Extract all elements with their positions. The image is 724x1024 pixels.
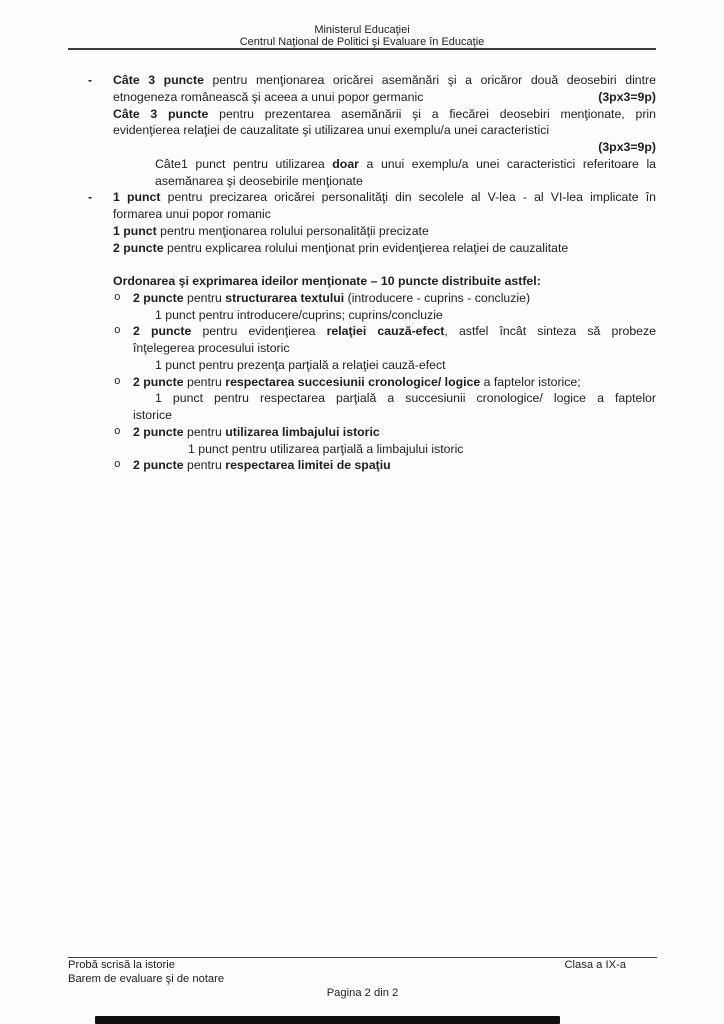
dash-bullet: - xyxy=(88,190,93,205)
text-line xyxy=(68,273,656,290)
text-line xyxy=(68,156,656,173)
text-line xyxy=(68,122,656,139)
text-segment: 1 punct pentru utilizarea parţială a limbajului istoric xyxy=(188,441,464,456)
circle-bullet: o xyxy=(114,325,121,338)
text-line xyxy=(68,374,656,391)
text-line xyxy=(68,307,656,324)
text-segment: 1 punct pentru prezenţa parţială a relaţiei cauză-efect xyxy=(155,357,446,372)
text-segment: pentru xyxy=(183,458,226,473)
text-line xyxy=(68,457,656,474)
circle-bullet: o xyxy=(114,459,121,472)
text-segment: 2 puncte xyxy=(133,290,184,305)
text-line xyxy=(68,89,656,106)
text-segment: a unui exemplu/a unei caracteristici referitoare la xyxy=(358,156,656,171)
footer-class: Clasa a IX-a xyxy=(564,959,626,971)
text-line xyxy=(68,106,656,123)
footer-rule xyxy=(68,957,657,958)
text-segment: , astfel încât sinteza să probeze xyxy=(444,324,656,339)
text-segment: structurarea textului xyxy=(225,290,345,305)
text-line xyxy=(68,357,656,374)
text-segment: Ordonarea şi exprimarea ideilor menţionate – 10 puncte distribuite astfel: xyxy=(113,274,541,288)
footer-exam-type: Probă scrisă la istorie xyxy=(68,959,175,971)
text-segment: pentru precizarea oricărei personalităţi din secolele al V-lea - al VI-lea implicate în xyxy=(160,190,656,205)
text-segment: pentru menţionarea rolului personalităţii precizate xyxy=(156,223,429,238)
footer-row-1 xyxy=(68,959,657,973)
page-header xyxy=(68,24,656,50)
scan-artifact-bar xyxy=(95,1016,560,1024)
text-line xyxy=(68,290,656,307)
circle-bullet: o xyxy=(114,291,121,304)
document-body xyxy=(68,72,656,474)
text-segment: Câte1 punct pentru utilizarea xyxy=(155,156,333,171)
text-line xyxy=(68,407,656,424)
text-segment: a faptelor istorice; xyxy=(480,374,581,389)
text-segment: 2 puncte xyxy=(133,324,192,339)
text-segment: 1 punct pentru respectarea parţială a succesiunii cronologice/ logice a faptelor xyxy=(155,391,656,406)
text-segment: respectarea succesiunii cronologice/ logice xyxy=(225,374,481,389)
text-segment: pentru prezentarea asemănării şi a fiecărei deosebiri menţionate, prin xyxy=(208,106,656,121)
text-line xyxy=(68,206,656,223)
text-segment: formarea unui popor romanic xyxy=(113,207,271,221)
text-segment: evidenţierea relaţiei de cauzalitate şi utilizarea unui exemplu/a unei caracteristici xyxy=(113,123,550,138)
text-segment: istorice xyxy=(133,408,172,422)
text-segment: înţelegerea procesului istoric xyxy=(133,341,290,355)
page-footer xyxy=(68,959,657,1000)
text-line xyxy=(68,340,656,357)
circle-bullet: o xyxy=(114,425,121,438)
text-segment: pentru xyxy=(183,424,226,439)
text-segment: 1 punct xyxy=(113,190,161,205)
text-segment: respectarea limitei de spaţiu xyxy=(225,458,391,473)
text-line xyxy=(68,189,656,206)
text-line xyxy=(68,323,656,340)
text-segment: pentru xyxy=(183,374,226,389)
header-center-name: Centrul Naţional de Politici şi Evaluare în Educaţie xyxy=(239,36,485,48)
line-text xyxy=(113,89,423,106)
text-segment: 1 punct pentru introducere/cuprins; cuprins/concluzie xyxy=(155,307,443,322)
text-segment: Câte 3 puncte xyxy=(113,106,209,121)
circle-bullet: o xyxy=(114,375,121,388)
text-segment: 2 puncte xyxy=(133,458,184,473)
text-line xyxy=(68,223,656,240)
dash-bullet: - xyxy=(88,73,93,87)
text-line xyxy=(68,424,656,441)
text-segment: relaţiei cauză-efect xyxy=(326,324,445,339)
header-ministry: Ministerul Educaţiei xyxy=(314,24,410,36)
text-segment: pentru evidenţierea xyxy=(191,324,327,339)
footer-row-2 xyxy=(68,973,657,987)
text-segment: pentru xyxy=(183,290,226,305)
text-segment: 1 punct xyxy=(113,223,157,238)
text-line xyxy=(68,240,656,257)
footer-page-number: Pagina 2 din 2 xyxy=(326,986,399,999)
text-segment: doar xyxy=(332,156,359,171)
points-note: (3px3=9p) xyxy=(598,140,656,154)
text-line xyxy=(68,173,656,190)
text-segment: 2 puncte xyxy=(113,240,164,255)
text-segment: 2 puncte xyxy=(133,374,184,389)
footer-doc-type: Barem de evaluare şi de notare xyxy=(68,972,225,985)
text-segment: Câte 3 puncte xyxy=(113,73,204,87)
text-line xyxy=(68,441,656,458)
text-segment: asemănarea şi deosebirile menţionate xyxy=(155,173,363,188)
text-segment: etnogeneza românească şi aceea a unui popor germanic xyxy=(113,89,424,104)
text-segment: (introducere - cuprins - concluzie) xyxy=(344,290,531,305)
text-segment: pentru explicarea rolului menţionat prin evidenţierea relaţiei de cauzalitate xyxy=(163,240,569,255)
text-segment: utilizarea limbajului istoric xyxy=(225,424,380,439)
text-line xyxy=(68,390,656,407)
text-segment: 2 puncte xyxy=(133,424,184,439)
points-note: (3px3=9p) xyxy=(598,89,656,104)
text-segment: pentru menţionarea oricărei asemănări şi a oricăror două deosebiri dintre xyxy=(203,73,656,87)
text-line xyxy=(68,139,656,156)
blank-line xyxy=(68,256,656,273)
text-line xyxy=(68,72,656,89)
